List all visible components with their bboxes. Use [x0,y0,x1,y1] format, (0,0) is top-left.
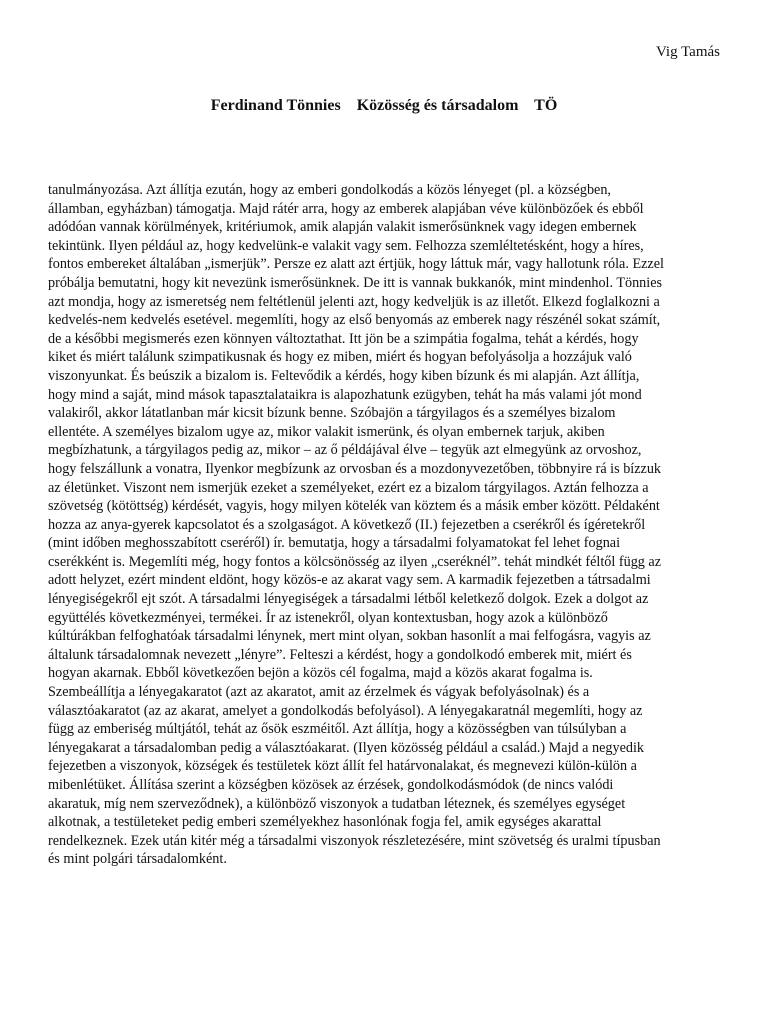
body-text-line: ellentéte. A személyes bizalom ugye az, mikor valakit ismerünk, és olyan embernek tarjuk, akiben [48,423,605,440]
body-text-line: államban, egyházban) támogatja. Majd rátér arra, hogy az emberek alapjában véve különbözőek és ebből [48,200,644,217]
body-text-line: valakiről, akkor látatlanban már kicsit bízunk benne. Szóbajön a tárgyilagos és a személyes bizalom [48,405,616,422]
body-text-line: választóakaratot (az az akarat, amelyet a gondolkodás befolyásol). A lényegakaratnál megemlíti, hogy az [48,702,643,719]
body-text-line: Szembeállítja a lényegakaratot (azt az akaratot, amit az érzelmek és vágyak befolyásolnak) és a [48,684,590,701]
body-text-line: kiket és miért találunk szimpatikusnak és hogy ez miben, miért és hogyan befolyásolja a hozzájuk való [48,349,632,366]
body-text-line: hogyan akarnak. Ebből következően bejön a közös cél fogalma, majd a közös akarat fogalma is. [48,665,593,682]
body-text-line: és mint polgári társadalomként. [48,851,227,868]
body-text-line: akaratuk, míg nem szerveződnek), a különböző viszonyok a tudatban léteznek, és személyes egységet [48,795,626,812]
body-text-line: azt mondja, hogy az ismeretség nem feltétlenül jelenti azt, hogy kedveljük is az illetőt. Elkezd foglalkozni a [48,293,660,310]
body-text-line: fejezetben a viszonyok, községek és testületek közt állít fel határvonalakat, és megnevezi külön-külön a [48,758,637,775]
body-text-line: adódóan vannak körülmények, kritériumok, amik alapján valakit ismerősünknek vagy idegen embernek [48,219,637,236]
body-text-line: de a későbbi megismerés ezen könnyen változtathat. Itt jön be a szimpátia fogalma, tehát a kérdés, hogy [48,330,639,347]
body-text-line: általunk társadalomnak nevezett „lényre”. Felteszi a kérdést, hogy a gondolkodó emberek mit, miért és [48,646,632,663]
body-text-line: tekintünk. Ilyen például az, hogy kedvelünk-e valakit vagy sem. Felhozza szemléltetésként, hogy a híres, [48,237,644,254]
body-text-line: hogy mind a saját, mind mások tapasztalataikra is alapozhatunk ezügyben, tehát ha más valami jót mond [48,386,642,403]
body-text-line: cserékként is. Megemlíti még, hogy fontos a kölcsönösség az ilyen „cseréknél”. tehát mindkét féltől függ az [48,553,662,570]
body-text-line: mibenlétüket. Állítása szerint a községben közösek az érzések, gondolkodásmódok (de nincs valódi [48,777,614,793]
body-text-line: (mint időben meghosszabított cseréről) ír. bemutatja, hogy a társadalmi folyamatokat fel lehet fognai [48,535,621,552]
body-text-line: kúltúrákban felfoghatóak társadalmi lénynek, mert mint olyan, sokban hasonlít a mai felfogásra, vagyis az [48,628,651,645]
body-text-line: adott helyzet, ezért mindent eldönt, hogy közös-e az akarat vagy sem. A karmadik fejezetben a tátrsadalmi [48,572,651,589]
body-text-line: megbízhatunk, a tárgyilagos pedig az, mikor – az ő példájával élve – tegyük azt elmegyünk az orvoshoz, [48,442,642,459]
body-text-line: fontos embereket általában „ismerjük”. Persze ez alatt azt értjük, hogy láttuk már, vagy hallotunk róla. Ezzel [48,256,664,273]
author-name: Vig Tamás [655,44,720,60]
body-text-line: hogy felszállunk a vonatra, Ilyenkor megbízunk az orvosban és a mozdonyvezetőben, többnyire rá is bízzuk [48,460,662,477]
body-text-line: rendelkeznek. Ezek után kitér még a társadalmi viszonyok részletezésére, mint szövetség és uralmi típusban [48,832,661,849]
document-body [48,181,728,869]
body-text-line: tanulmányozása. Azt állítja ezután, hogy az emberi gondolkodás a közös lényeget (pl. a községben, [48,182,611,198]
body-text-line: hozza az anya-gyerek kapcsolatot és a szolgaságot. A következő (II.) fejezetben a cserékről és ígéretekről [48,516,646,533]
body-text-line: függ az emberiség múltjától, tehát az ősök eszméitől. Azt állítja, hogy a közösségben van túlsúlyban a [48,721,627,738]
body-text-line: szövetség (kötöttség) kérdését, vagyis, hogy milyen kötelék van köztem és a másik ember között. Példaként [48,498,660,515]
body-text-line: próbálja bemutatni, hogy kit nevezünk ismerősünknek. De itt is vannak bukkanók, mint mindenhol. Tönnies [48,274,663,291]
body-text-line: viszonyunkat. És beúszik a bizalom is. Feltevődik a kérdés, hogy kiben bízunk és mi alapján. Azt állítja, [48,367,640,384]
document-title: Ferdinand Tönnies Közösség és társadalom TÖ [210,97,558,114]
body-text-line: együttélés következményei, termékei. Ír az istenekről, olyan kontextusban, hogy azok a különböző [48,609,608,626]
body-text-line: lényegakarat a társadalomban pedig a választóakarat. (Ilyen közösség például a család.) Majd a negyedik [48,739,645,756]
body-text-line: alkotnak, a testületeket pedig emberi személyekhez hasonlónak fogja fel, amik egységes akarattal [48,814,602,831]
body-text-line: az életünket. Viszont nem ismerjük ezeket a személyeket, ezért ez a bizalom tárgyilagos. Aztán felhozza a [48,479,649,496]
body-text-line: lényegiségekről ejt szót. A társadalmi lényegiségek a társadalmi létből keletkező dolgok. Ezek a dolgot az [48,591,649,608]
body-text-line: kedvelés-nem kedvelés esetével. megemlíti, hogy az első benyomás az emberek nagy részénél sokat számít, [48,312,661,329]
